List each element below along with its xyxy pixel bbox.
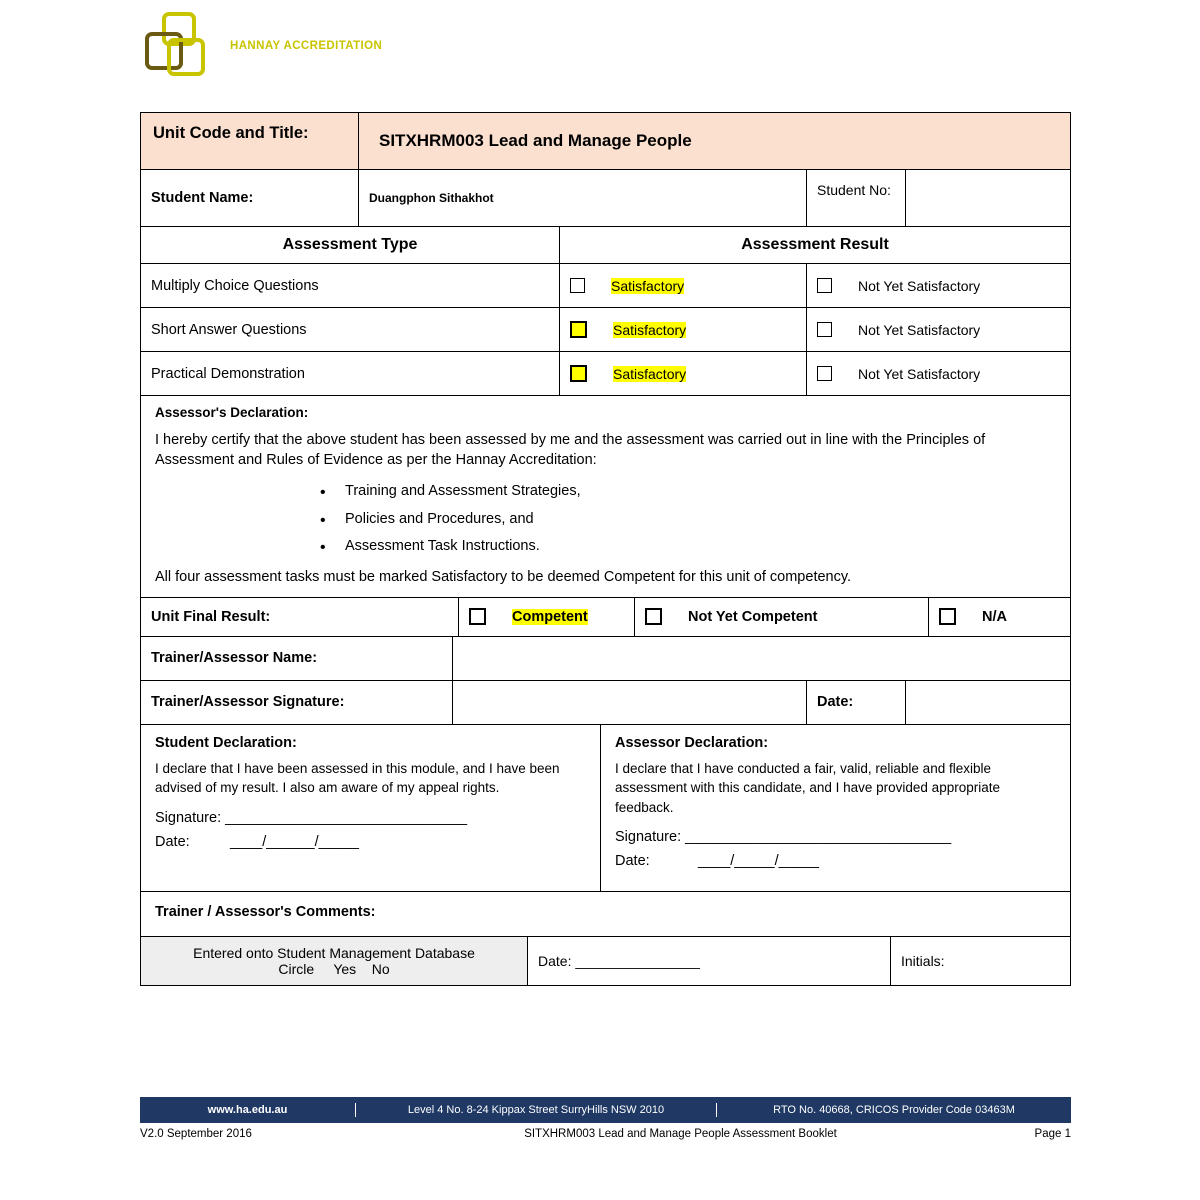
checkbox-na[interactable] — [939, 608, 956, 625]
entered-date-field[interactable]: Date: ________________ — [528, 937, 891, 985]
trainer-signature-row — [141, 681, 1070, 725]
assessment-2-not-yet-satisfactory[interactable] — [807, 308, 1070, 351]
list-item: • Training and Assessment Strategies, — [155, 478, 1056, 506]
footer-version: V2.0 September 2016 — [140, 1128, 252, 1140]
footer-address: Level 4 No. 8-24 Kippax Street SurryHills NSW 2010 — [407, 1104, 665, 1116]
table-row — [141, 308, 1070, 352]
trainer-signature-label: Trainer/Assessor Signature: — [141, 681, 453, 724]
unit-code-title-label: Unit Code and Title: — [141, 113, 359, 169]
assessment-type-3: Practical Demonstration — [141, 352, 560, 395]
satisfactory-label-3: Satisfactory — [613, 365, 687, 382]
student-name-value[interactable]: Duangphon Sithakhot — [359, 170, 807, 226]
not-yet-competent-label: Not Yet Competent — [688, 608, 818, 625]
checkbox-satisfactory-3[interactable] — [570, 365, 587, 382]
not-yet-satisfactory-label-3: Not Yet Satisfactory — [858, 365, 981, 382]
assessor-declaration-bullets — [155, 478, 1056, 561]
checkbox-not-yet-satisfactory-3[interactable] — [817, 366, 832, 381]
assessment-3-satisfactory[interactable] — [560, 352, 807, 395]
checkbox-not-yet-satisfactory-1[interactable] — [817, 278, 832, 293]
checkbox-competent[interactable] — [469, 608, 486, 625]
checkbox-not-yet-competent[interactable] — [645, 608, 662, 625]
assessor-declaration-block — [141, 396, 1070, 597]
entered-database-line1: Entered onto Student Management Database — [193, 945, 475, 962]
assessment-1-not-yet-satisfactory[interactable] — [807, 264, 1070, 307]
footer-page-number: Page 1 — [1034, 1128, 1071, 1140]
student-declaration-body: I declare that I have been assessed in this module, and I have been advised of my result. I also am aware of my appeal rights. — [155, 760, 560, 796]
footer-doc-title: SITXHRM003 Lead and Manage People Assessment Booklet — [524, 1128, 837, 1140]
assessment-2-satisfactory[interactable] — [560, 308, 807, 351]
page-header — [140, 10, 1080, 80]
assessor-declaration-box — [601, 725, 1070, 892]
assessor-declaration-body: I hereby certify that the above student has been assessed by me and the assessment was carried out in line with the Principles of Assessment and Rules of Evidence as per the Hannay Accreditation: — [155, 432, 986, 468]
assessment-type-1: Multiply Choice Questions — [141, 264, 560, 307]
assessment-cover-table — [140, 112, 1071, 986]
trainer-name-label: Trainer/Assessor Name: — [141, 637, 453, 680]
entered-database-box[interactable] — [141, 937, 528, 985]
trainer-date-label: Date: — [807, 681, 906, 724]
footer-bar — [140, 1097, 1071, 1123]
assessment-3-not-yet-satisfactory[interactable] — [807, 352, 1070, 395]
satisfactory-label-2: Satisfactory — [613, 321, 687, 338]
comments-row — [141, 892, 1070, 937]
assessor-declaration-box-body: I declare that I have conducted a fair, valid, reliable and flexible assessment with this candidate, and I have provided appropriate feedback. — [615, 760, 1000, 815]
student-date-line[interactable]: Date: ____/______/_____ — [155, 833, 359, 850]
brand-name: HANNAY ACCREDITATION — [230, 40, 383, 52]
checkbox-satisfactory-2[interactable] — [570, 321, 587, 338]
assessor-declaration-title: Assessor's Declaration: — [155, 405, 309, 420]
assessor-date-line[interactable]: Date: ____/_____/_____ — [615, 853, 819, 870]
not-yet-satisfactory-label-1: Not Yet Satisfactory — [858, 277, 981, 294]
list-item: • Assessment Task Instructions. — [155, 533, 1056, 561]
assessor-signature-line[interactable]: Signature: _________________________________ — [615, 829, 952, 846]
assessment-1-satisfactory[interactable] — [560, 264, 807, 307]
entered-database-row — [141, 937, 1070, 985]
unit-row — [141, 113, 1070, 170]
trainer-date-value[interactable] — [906, 681, 1070, 724]
satisfactory-label-1: Satisfactory — [611, 277, 685, 294]
table-row — [141, 264, 1070, 308]
trainer-name-row — [141, 637, 1070, 681]
footer-meta — [140, 1128, 1071, 1140]
student-no-value[interactable] — [906, 170, 1070, 226]
student-declaration-block — [141, 725, 601, 892]
unit-final-result-label: Unit Final Result: — [141, 598, 459, 636]
student-signature-line[interactable]: Signature: ______________________________ — [155, 809, 468, 826]
final-result-competent[interactable] — [459, 598, 635, 636]
final-result-not-yet-competent[interactable] — [635, 598, 929, 636]
footer-rto: RTO No. 40668, CRICOS Provider Code 03463M — [773, 1104, 1015, 1116]
assessment-header-row — [141, 227, 1070, 264]
list-item: • Policies and Procedures, and — [155, 506, 1056, 534]
assessment-type-2: Short Answer Questions — [141, 308, 560, 351]
assessment-result-header: Assessment Result — [741, 236, 889, 253]
checkbox-not-yet-satisfactory-2[interactable] — [817, 322, 832, 337]
trainer-name-value[interactable] — [453, 637, 1070, 680]
assessor-declaration-box-title: Assessor Declaration: — [615, 734, 769, 751]
student-no-label: Student No: — [807, 170, 906, 226]
assessor-declaration-footnote: All four assessment tasks must be marked Satisfactory to be deemed Competent for this unit of competency. — [155, 568, 852, 585]
student-row — [141, 170, 1070, 227]
competent-label: Competent — [512, 608, 588, 625]
entered-database-line2[interactable]: Circle Yes No — [278, 961, 390, 978]
unit-final-result-row — [141, 598, 1070, 637]
checkbox-satisfactory-1[interactable] — [570, 278, 585, 293]
three-squares-logo-icon — [145, 12, 215, 82]
not-yet-satisfactory-label-2: Not Yet Satisfactory — [858, 321, 981, 338]
table-row — [141, 352, 1070, 396]
assessor-declaration-row — [141, 396, 1070, 598]
assessment-type-header: Assessment Type — [141, 227, 560, 263]
declarations-row — [141, 725, 1070, 893]
final-result-na[interactable] — [929, 598, 1070, 636]
trainer-signature-value[interactable] — [453, 681, 807, 724]
unit-code-title-value: SITXHRM003 Lead and Manage People — [379, 131, 692, 150]
trainer-comments-label: Trainer / Assessor's Comments: — [155, 904, 376, 921]
na-label: N/A — [982, 608, 1007, 625]
footer-url[interactable]: www.ha.edu.au — [207, 1104, 288, 1116]
entered-initials-field[interactable]: Initials: — [901, 953, 945, 970]
student-declaration-title: Student Declaration: — [155, 734, 297, 751]
student-name-label: Student Name: — [141, 170, 359, 226]
